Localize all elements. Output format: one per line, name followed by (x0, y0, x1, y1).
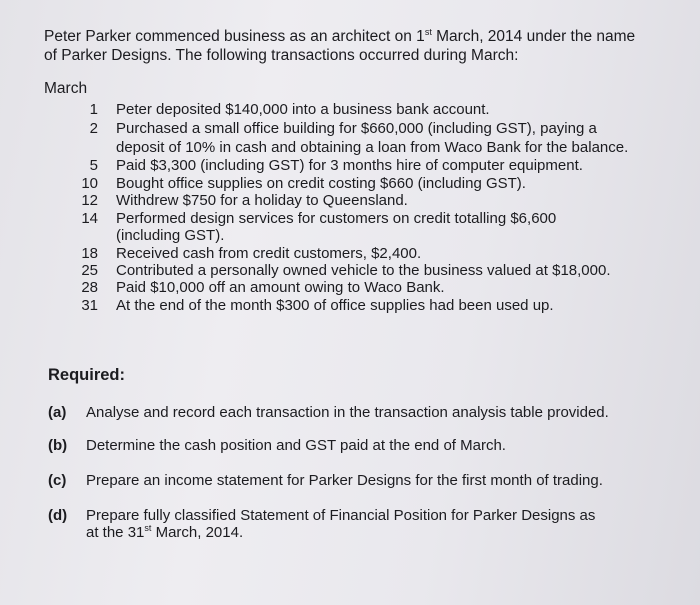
transaction-text: Peter deposited $140,000 into a business bank account. (116, 101, 490, 118)
requirement-letter: (c) (48, 472, 67, 489)
transaction-text: At the end of the month $300 of office supplies had been used up. (116, 297, 554, 314)
requirement-d-line-2: at the 31 (86, 524, 145, 541)
transaction-text: deposit of 10% in cash and obtaining a loan from Waco Bank for the balance. (116, 139, 629, 156)
transaction-text: Paid $10,000 off an amount owing to Waco Bank. (116, 279, 445, 296)
transaction-day: 12 (81, 192, 98, 209)
transaction-text: Received cash from credit customers, $2,400. (116, 245, 422, 262)
requirement-text: Prepare an income statement for Parker Designs for the first month of trading. (86, 472, 603, 489)
transaction-day: 28 (81, 279, 98, 296)
transaction-text: Performed design services for customers on credit totalling $6,600 (116, 210, 557, 227)
intro-line-1 (44, 27, 664, 46)
requirement-letter: (d) (48, 507, 68, 524)
requirement-letter: (a) (48, 404, 67, 421)
transaction-text: Contributed a personally owned vehicle to the business valued at $18,000. (116, 262, 611, 279)
requirement-d-ordinal-suffix: st (144, 523, 152, 533)
transaction-day: 2 (89, 120, 98, 137)
transaction-text: Withdrew $750 for a holiday to Queensland. (116, 192, 408, 209)
transaction-day: 14 (81, 210, 98, 227)
transaction-day: 10 (81, 175, 98, 192)
requirement-d-line-2-end: March, 2014. (151, 524, 244, 541)
transaction-text: Purchased a small office building for $660,000 (including GST), paying a (116, 120, 597, 137)
transaction-day: 25 (81, 262, 98, 279)
intro-line-1-end: March, 2014 under the name (431, 28, 636, 45)
requirement-letter: (b) (48, 437, 68, 454)
requirement-d-line-1: Prepare fully classified Statement of Financial Position for Parker Designs as (86, 507, 596, 524)
transaction-text: Paid $3,300 (including GST) for 3 months hire of computer equipment. (116, 157, 583, 174)
intro-line-2: of Parker Designs. The following transactions occurred during March: (44, 47, 519, 64)
transaction-text: (including GST). (116, 227, 225, 244)
intro-paragraph (44, 27, 664, 65)
intro-ordinal-suffix: st (424, 27, 432, 37)
intro-line-1-text: Peter Parker commenced business as an architect on 1 (44, 28, 425, 45)
transaction-day: 5 (89, 157, 98, 174)
required-heading: Required: (48, 366, 126, 384)
transaction-day: 18 (81, 245, 98, 262)
transaction-day: 1 (89, 101, 98, 118)
requirement-text (86, 507, 646, 541)
requirement-text: Determine the cash position and GST paid at the end of March. (86, 437, 506, 454)
requirement-text: Analyse and record each transaction in the transaction analysis table provided. (86, 404, 609, 421)
transaction-text: Bought office supplies on credit costing $660 (including GST). (116, 175, 526, 192)
transaction-day: 31 (81, 297, 98, 314)
month-label: March (44, 80, 88, 97)
